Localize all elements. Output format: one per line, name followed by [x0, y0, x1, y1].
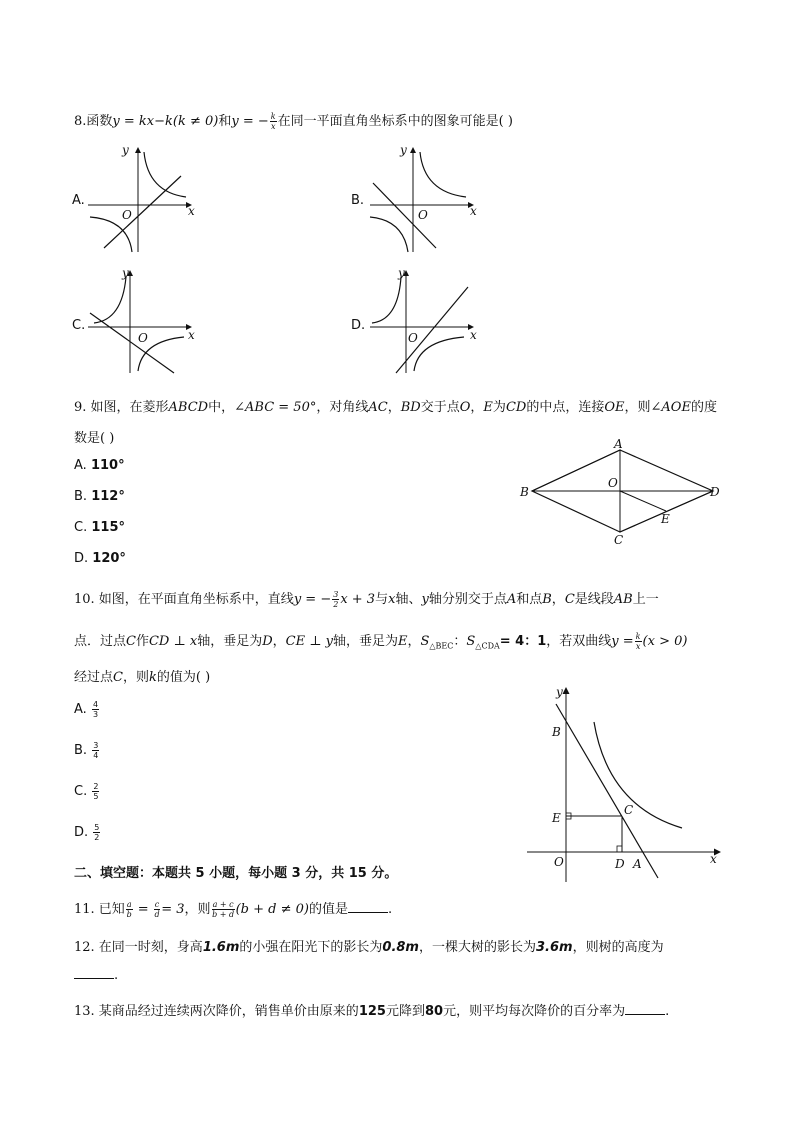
q10-coordinate-figure	[522, 682, 727, 887]
point-c-label: C	[614, 533, 624, 547]
q9-stem-line1: 9. 如图，在菱形ABCD中，∠ABC = 50°，对角线AC，BD交于点O，E为CD的中点，连接OE，则∠AOE的度	[74, 400, 717, 415]
x-axis-label: x	[470, 204, 477, 218]
q8-option-a-label[interactable]: A.	[72, 193, 85, 208]
x-axis-label: x	[188, 328, 195, 342]
point-d-label: D	[710, 485, 720, 499]
point-d-label: D	[615, 857, 625, 871]
q9-option-a[interactable]: A. 110°	[74, 458, 125, 473]
q10-option-c[interactable]: C. $\frac{2}{5}$	[74, 782, 99, 801]
q8-option-d-label[interactable]: D.	[351, 318, 366, 333]
y-axis-label: y	[556, 685, 563, 699]
x-axis-label: x	[710, 852, 717, 866]
q9-rhombus-figure	[515, 436, 725, 548]
point-e-label: E	[661, 512, 670, 526]
q12-answer-line: .	[74, 968, 118, 983]
point-b-label: B	[552, 725, 561, 739]
q8-graph-b	[368, 140, 488, 255]
q11-answer-blank[interactable]	[348, 912, 388, 913]
q8-graph-d	[368, 265, 488, 375]
q8-graph-c	[86, 265, 206, 375]
point-o-label: O	[554, 855, 564, 869]
point-a-label: A	[633, 857, 642, 871]
point-e-label: E	[552, 811, 561, 825]
origin-label: O	[138, 331, 148, 345]
q12-stem: 12. 在同一时刻，身高1.6m的小强在阳光下的影长为0.8m，一棵大树的影长为3.6m，则树的高度为	[74, 940, 664, 955]
q12-answer-blank[interactable]	[74, 978, 114, 979]
q8-option-c-label[interactable]: C.	[72, 318, 86, 333]
origin-label: O	[418, 208, 428, 222]
q10-stem-line2: 点．过点C作CD ⊥ x轴，垂足为D，CE ⊥ y轴，垂足为E，$S_{\triangle BEC}$：$S_{\triangle CDA}= 4$：1，若双曲线y = $\frac{k}{x}$ (x > 0)	[74, 632, 688, 651]
q10-option-b[interactable]: B. $\frac{3}{4}$	[74, 741, 99, 760]
point-c-label: C	[624, 803, 634, 817]
q10-stem-line1: 10. 如图，在平面直角坐标系中，直线y = − $\frac{3}{2}$ x + 3与x轴、y轴分别交于点A和点B，C是线段AB上一	[74, 590, 659, 609]
x-axis-label: x	[470, 328, 477, 342]
x-axis-label: x	[188, 204, 195, 218]
q9-option-d[interactable]: D. 120°	[74, 551, 126, 566]
section-2-title: 二、填空题：本题共 5 小题，每小题 3 分，共 15 分。	[74, 866, 398, 881]
origin-label: O	[408, 331, 418, 345]
q9-option-c[interactable]: C. 115°	[74, 520, 125, 535]
point-b-label: B	[520, 485, 529, 499]
q13-stem: 13. 某商品经过连续两次降价，销售单价由原来的125元降到80元，则平均每次降价的百分率为 .	[74, 1004, 670, 1019]
y-axis-label: y	[122, 143, 129, 157]
q8-stem: 8.函数y = kx−k(k ≠ 0)和y = − $\frac{k}{x}$ 在同一平面直角坐标系中的图象可能是( )	[74, 112, 513, 131]
point-o-label: O	[608, 476, 618, 490]
q10-option-d[interactable]: D. $\frac{5}{2}$	[74, 823, 100, 842]
q8-graph-a	[86, 140, 206, 255]
q10-stem-line3: 经过点C，则k的值为( )	[74, 670, 211, 685]
point-a-label: A	[614, 437, 623, 451]
q10-option-a[interactable]: A. $\frac{4}{3}$	[74, 700, 99, 719]
origin-label: O	[122, 208, 132, 222]
y-axis-label: y	[400, 143, 407, 157]
q13-answer-blank[interactable]	[625, 1014, 665, 1015]
y-axis-label: y	[398, 266, 405, 280]
q8-option-b-label[interactable]: B.	[351, 193, 365, 208]
q9-option-b[interactable]: B. 112°	[74, 489, 125, 504]
q11-stem: 11. 已知 $\frac{a}{b}$ = $\frac{c}{d}$ = 3，则 $\frac{a + c}{b + d}$ (b + d ≠ 0)的值是 .	[74, 900, 393, 919]
q9-stem-line2: 数是( )	[74, 431, 115, 446]
y-axis-label: y	[122, 266, 129, 280]
